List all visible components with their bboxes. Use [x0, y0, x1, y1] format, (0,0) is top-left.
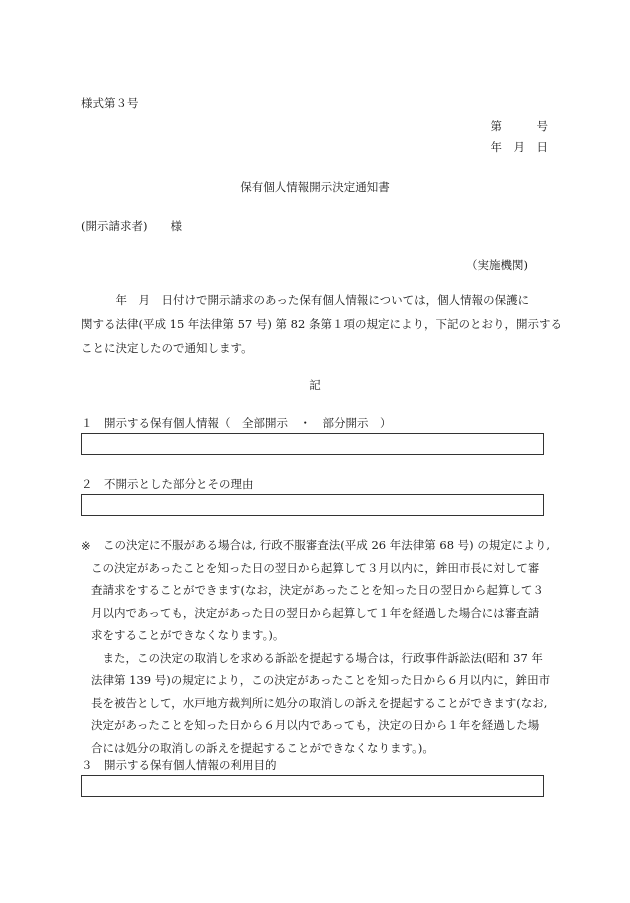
notice-line: 合には処分の取消しの訴えを提起することができなくなります。)。 [91, 740, 434, 755]
requester-line: (開示請求者) 様 [81, 219, 182, 233]
document-number: 第 号 [490, 119, 548, 133]
section3-field[interactable] [81, 775, 544, 797]
notice-mark: ※ [81, 539, 91, 553]
form-number: 様式第３号 [81, 96, 139, 110]
section1-heading: １ 開示する保有個人情報（ 全部開示 ・ 部分開示 ） [81, 416, 392, 430]
agency-label: （実施機関) [466, 258, 528, 272]
notice-line: 月以内であっても，決定があった日の翌日から起算して１年を経過した場合には審査請 [91, 605, 540, 620]
notice-line: 決定があったことを知った日から６月以内であっても，決定の日から１年を経過した場 [91, 718, 540, 732]
notice-line: この決定があったことを知った日の翌日から起算して３月以内に，鉾田市長に対して審 [91, 560, 540, 575]
notice-paragraph [91, 534, 551, 759]
section2-heading: ２ 不開示とした部分とその理由 [81, 477, 254, 491]
page-title: 保有個人情報開示決定通知書 [240, 180, 390, 194]
intro-line: ことに決定したので通知します。 [81, 341, 253, 355]
section1-field[interactable] [81, 433, 544, 455]
intro-line: 年 月 日付けで開示請求のあった保有個人情報については，個人情報の保護に [81, 293, 530, 307]
section2-field[interactable] [81, 494, 544, 516]
notice-line: 求をすることができなくなります。)。 [91, 628, 285, 642]
notice-line: また，この決定の取消しを求める訴訟を提起する場合は，行政事件訴訟法(昭和 37 年 [91, 650, 543, 665]
notice-line: 長を被告として，水戸地方裁判所に処分の取消しの訴えを提起することができます(なお, [91, 695, 548, 710]
notice-line: 法律第 139 号)の規定により，この決定があったことを知った日から６月以内に，鉾田市 [91, 673, 551, 687]
document-date: 年 月 日 [490, 140, 548, 154]
ki-heading: 記 [309, 378, 321, 392]
intro-line: 関する法律(平成 15 年法律第 57 号) 第 82 条第１項の規定により，下記のとおり，開示する [81, 317, 562, 331]
section3-heading: ３ 開示する保有個人情報の利用目的 [81, 758, 277, 772]
intro-paragraph [81, 288, 562, 360]
notice-line: 査請求をすることができます(なお，決定があったことを知った日の翌日から起算して３ [91, 583, 544, 597]
notice-line: この決定に不服がある場合は, 行政不服審査法(平成 26 年法律第 68 号) の規定により, [103, 538, 550, 552]
